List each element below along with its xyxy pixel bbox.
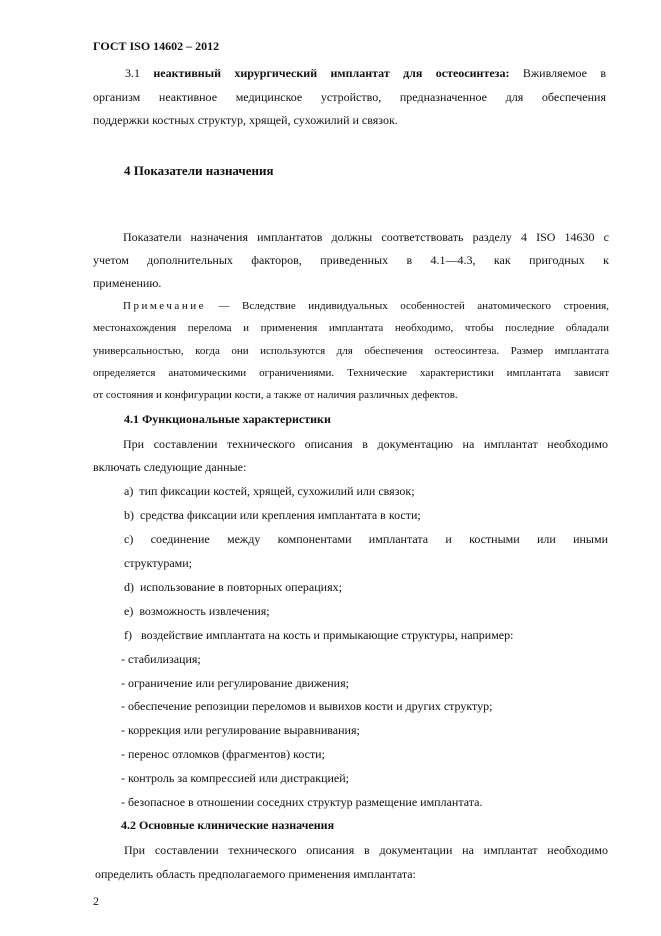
section-4-paragraph-line-3: применению. xyxy=(93,276,162,290)
list-item-e: e) возможность извлечения; xyxy=(124,604,270,618)
page-number: 2 xyxy=(93,894,99,908)
definition-line-1-rest: Вживляемое в xyxy=(522,66,607,80)
dash-item: - обеспечение репозиции переломов и вывихов кости и других структур; xyxy=(121,699,493,713)
subsection-4-1-intro-line-2: включать следующие данные: xyxy=(93,460,247,474)
definition-term: неактивный хирургический имплантат для остеосинтеза: xyxy=(153,66,510,80)
note-line-3: универсальностью, когда они используются для обеспечения остеосинтеза. Размер имплантата xyxy=(93,345,609,357)
dash-item: - перенос отломков (фрагментов) кости; xyxy=(121,747,325,761)
dash-item: - коррекция или регулирование выравнивания; xyxy=(121,723,360,737)
definition-number: 3.1 xyxy=(125,66,140,80)
dash-item: - контроль за компрессией или дистракцией; xyxy=(121,771,350,785)
document-header: ГОСТ ISO 14602 – 2012 xyxy=(93,39,220,53)
subsection-4-1-heading: 4.1 Функциональные характеристики xyxy=(124,412,331,426)
list-item-c-continuation: структурами; xyxy=(124,556,192,570)
list-item-f: f) воздействие имплантата на кость и примыкающие структуры, например: xyxy=(124,628,514,642)
subsection-4-2-heading: 4.2 Основные клинические назначения xyxy=(121,818,335,832)
dash-item: - безопасное в отношении соседних структур размещение имплантата. xyxy=(121,795,483,809)
note-label: Примечание xyxy=(123,300,206,312)
note-line-1-rest: — Вследствие индивидуальных особенностей анатомического строения, xyxy=(218,300,609,312)
note-line-2: местонахождения перелома и применения имплантата необходимо, чтобы последние обладали xyxy=(93,322,609,334)
subsection-4-1-intro-line-1: При составлении технического описания в документацию на имплантат необходимо xyxy=(123,437,608,451)
subsection-4-2-line-1: При составлении технического описания в документации на имплантат необходимо xyxy=(124,843,608,857)
note-line-5: от состояния и конфигурации кости, а также от наличия различных дефектов. xyxy=(93,389,458,401)
list-item-b: b) средства фиксации или крепления имплантата в кости; xyxy=(124,508,421,522)
list-item-c: c) соединение между компонентами имплантата и костными или иными xyxy=(124,532,609,546)
definition-line-1 xyxy=(125,65,606,81)
dash-item: - ограничение или регулирование движения; xyxy=(121,676,349,690)
definition-line-3: поддержки костных структур, хрящей, сухожилий и связок. xyxy=(93,113,398,127)
list-item-a: a) тип фиксации костей, хрящей, сухожилий или связок; xyxy=(124,484,415,498)
note-line-1 xyxy=(123,298,609,314)
section-4-paragraph-line-1: Показатели назначения имплантатов должны соответствовать разделу 4 ISO 14630 с xyxy=(123,230,609,244)
section-4-heading: 4 Показатели назначения xyxy=(124,163,274,178)
note-line-4: определяется анатомическими ограничениями. Технические характеристики имплантата зависят xyxy=(93,367,609,379)
section-4-paragraph-line-2: учетом дополнительных факторов, приведенных в 4.1—4.3, как пригодных к xyxy=(93,253,609,267)
definition-line-2: организм неактивное медицинское устройство, предназначенное для обеспечения xyxy=(93,90,606,104)
dash-item: - стабилизация; xyxy=(121,652,201,666)
subsection-4-2-line-2: определить область предполагаемого применения имплантата: xyxy=(95,867,416,881)
list-item-d: d) использование в повторных операциях; xyxy=(124,580,342,594)
